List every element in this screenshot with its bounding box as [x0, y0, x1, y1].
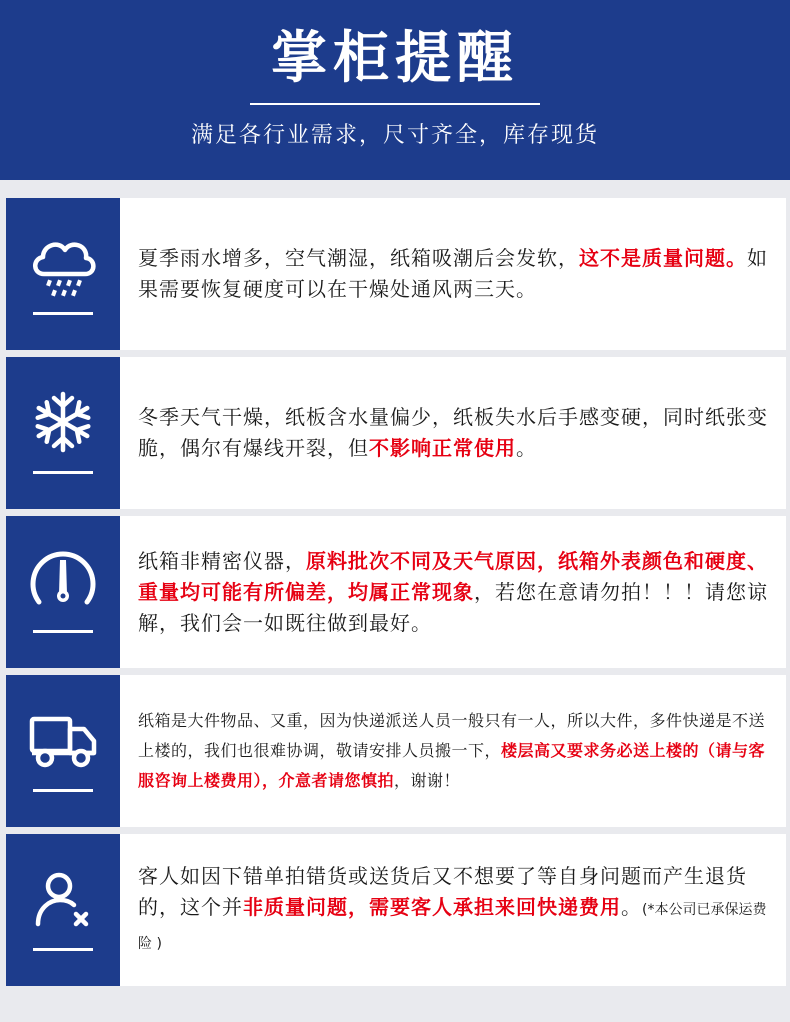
- icon-underline: [33, 948, 93, 951]
- icon-underline: [33, 471, 93, 474]
- card-text-highlight: 非质量问题，需要客人承担来回快递费用: [243, 894, 621, 919]
- page-title: 掌柜提醒: [271, 26, 519, 91]
- card-text: [138, 834, 770, 986]
- card-text-normal: 如果需要恢复硬度可以在干燥处通风两三天。: [138, 246, 768, 301]
- notice-card-variation: [6, 516, 786, 668]
- card-icon-panel: [6, 516, 120, 668]
- notice-card-winter: [6, 357, 786, 509]
- page-subtitle: 满足各行业需求，尺寸齐全，库存现货: [190, 123, 599, 148]
- card-text-normal: 纸箱非精密仪器，: [138, 548, 306, 573]
- card-text: [138, 357, 770, 509]
- snowflake-icon: [26, 385, 100, 459]
- user-remove-icon: [26, 862, 100, 936]
- card-text-normal: ，若您在意请勿拍！！！请您谅解，我们会一如既往做到最好。: [138, 579, 768, 635]
- card-text-normal: ，谢谢！: [394, 771, 461, 790]
- rain-cloud-icon: [26, 226, 100, 300]
- notice-card-summer: [6, 198, 786, 350]
- delivery-truck-icon: [26, 703, 100, 777]
- card-text-normal: 纸箱是大件物品、又重，因为快递派送人员一般只有一人，所以大件，多件快递是不送上楼的，我们也很难协调，敬请安排人员搬一下，: [138, 711, 766, 760]
- icon-underline: [33, 630, 93, 633]
- gauge-icon: [26, 544, 100, 618]
- card-text: [138, 675, 770, 827]
- card-text: [138, 516, 770, 668]
- icon-underline: [33, 312, 93, 315]
- card-text-normal: 。: [516, 436, 537, 460]
- card-text-normal: 客人如因下错单拍错货或送货后又不想要了等自身问题而产生退货的，这个并: [138, 863, 747, 919]
- card-text-normal: 夏季雨水增多，空气潮湿，纸箱吸潮后会发软，: [138, 246, 579, 270]
- card-text-highlight: 楼层高又要求务必送上楼的（请与客服咨询上楼费用），介意者请您慎拍: [138, 741, 766, 790]
- card-icon-panel: [6, 675, 120, 827]
- notice-card-returns: [6, 834, 786, 986]
- card-icon-panel: [6, 834, 120, 986]
- card-text-highlight: 不影响正常使用: [369, 436, 516, 460]
- notice-card-delivery: [6, 675, 786, 827]
- card-text: [138, 198, 770, 350]
- card-icon-panel: [6, 357, 120, 509]
- icon-underline: [33, 789, 93, 792]
- card-icon-panel: [6, 198, 120, 350]
- card-text-normal: 。: [621, 894, 642, 919]
- header-banner: [0, 0, 790, 180]
- card-text-highlight: 这不是质量问题。: [579, 246, 747, 270]
- title-divider: [250, 103, 540, 105]
- card-text-normal: 冬季天气干燥，纸板含水量偏少，纸板失水后手感变硬，同时纸张变脆，偶尔有爆线开裂，但: [138, 405, 768, 460]
- insurance-note: (*本公司已承保运费险 ): [138, 901, 767, 952]
- card-text-highlight: 原料批次不同及天气原因，纸箱外表颜色和硬度、重量均可能有所偏差，均属正常现象: [138, 548, 768, 604]
